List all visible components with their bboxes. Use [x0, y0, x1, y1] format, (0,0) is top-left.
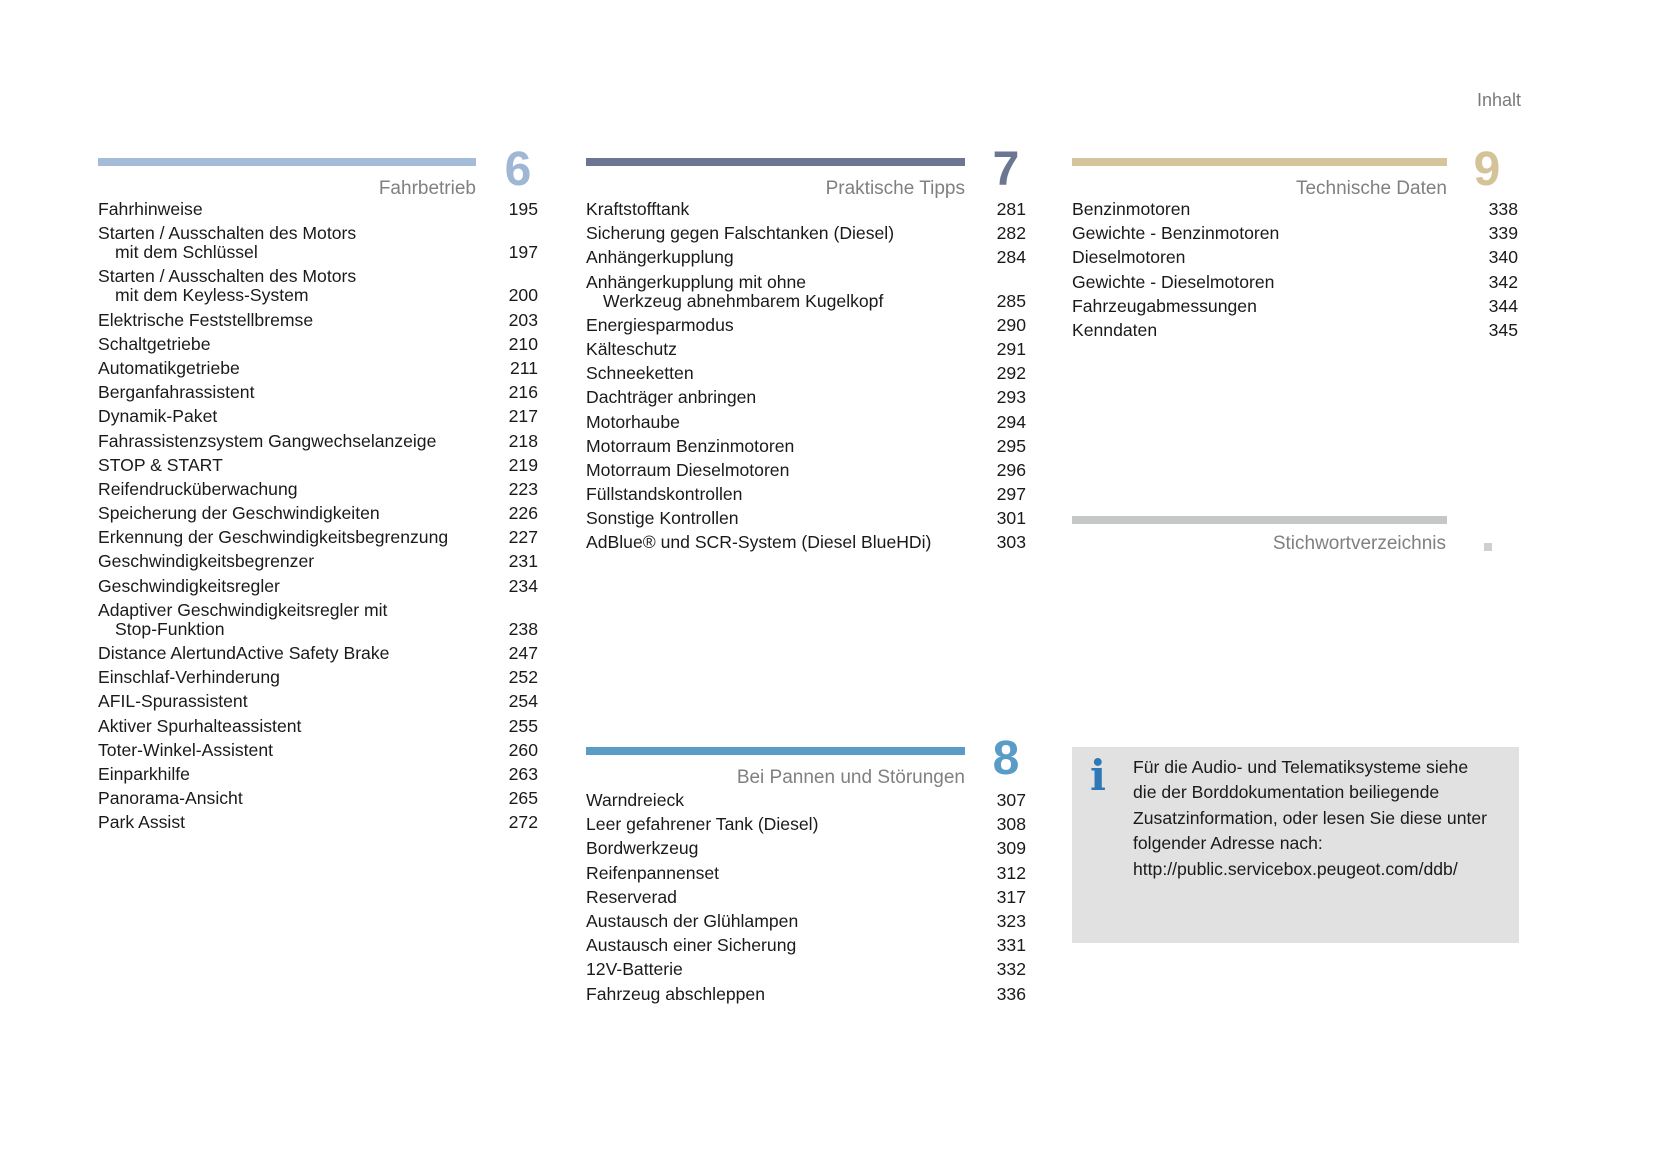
toc-entry-page: 309 — [996, 838, 1026, 859]
toc-entry-title — [98, 407, 494, 426]
toc-entry-title-line: Erkennung der Geschwindigkeitsbegrenzung — [98, 527, 449, 548]
toc-entry-title — [98, 601, 494, 639]
toc-entry[interactable] — [586, 533, 1026, 552]
toc-entry-page: 297 — [996, 484, 1026, 505]
toc-entry-page: 291 — [996, 338, 1026, 359]
toc-entry[interactable] — [1072, 321, 1518, 340]
index-marker — [1484, 543, 1492, 551]
toc-entry-page: 303 — [996, 532, 1026, 553]
toc-entry[interactable] — [1072, 297, 1518, 316]
toc-entry[interactable] — [586, 936, 1026, 955]
toc-entry-page: 345 — [1488, 319, 1518, 340]
toc-entry-title-line: Fahrzeugabmessungen — [1072, 295, 1257, 316]
toc-entry[interactable] — [1072, 200, 1518, 219]
toc-entry-title-line: Kenndaten — [1072, 319, 1158, 340]
toc-entry-title — [98, 644, 494, 663]
toc-entry-title-line: Motorraum Benzinmotoren — [586, 435, 795, 456]
toc-entry[interactable] — [98, 668, 538, 687]
entry-list — [98, 200, 538, 838]
toc-entry-title-line: Fahrzeug abschleppen — [586, 983, 765, 1004]
toc-entry-title-line: Automatikgetriebe — [98, 357, 240, 378]
toc-entry-page: 263 — [508, 763, 538, 784]
toc-entry-title-line: Reserverad — [586, 886, 677, 907]
toc-entry-title-line: Einparkhilfe — [98, 763, 190, 784]
toc-entry[interactable] — [586, 985, 1026, 1004]
toc-entry-page: 292 — [996, 363, 1026, 384]
toc-entry-title-line: Energiesparmodus — [586, 314, 734, 335]
toc-entry-title-line: Gewichte - Dieselmotoren — [1072, 271, 1275, 292]
toc-entry-page: 255 — [508, 715, 538, 736]
toc-entry[interactable] — [98, 456, 538, 475]
toc-entry-title-line: STOP & START — [98, 454, 223, 475]
toc-entry-title — [586, 533, 982, 552]
toc-entry-title — [586, 985, 982, 1004]
toc-entry-page: 254 — [508, 691, 538, 712]
toc-entry-title-line: Benzinmotoren — [1072, 199, 1191, 219]
toc-entry[interactable] — [1072, 248, 1518, 267]
toc-entry-title — [586, 485, 982, 504]
toc-entry[interactable] — [98, 741, 538, 760]
toc-entry-page: 338 — [1488, 199, 1518, 219]
toc-entry-page: 339 — [1488, 223, 1518, 244]
toc-entry[interactable] — [98, 407, 538, 426]
entry-list — [1072, 200, 1518, 345]
info-link[interactable]: http://public.servicebox.peugeot.com/ddb/ — [1133, 858, 1458, 879]
toc-entry[interactable] — [586, 316, 1026, 335]
toc-entry[interactable] — [1072, 273, 1518, 292]
toc-entry-title — [1072, 248, 1474, 267]
toc-entry-page: 308 — [996, 814, 1026, 835]
toc-entry-page: 317 — [996, 886, 1026, 907]
toc-entry-title-line2: Werkzeug abnehmbarem Kugelkopf — [603, 290, 884, 311]
toc-entry-title-line: Sicherung gegen Falschtanken (Diesel) — [586, 223, 895, 244]
info-line: die der Borddokumentation beiliegende — [1133, 782, 1440, 803]
section-title: Praktische Tipps — [825, 178, 965, 199]
toc-entry-page: 296 — [996, 459, 1026, 480]
toc-entry-title-line: AFIL-Spurassistent — [98, 691, 248, 712]
toc-entry-title-line: Füllstandskontrollen — [586, 484, 743, 505]
toc-entry-title-line: Berganfahrassistent — [98, 382, 255, 403]
toc-entry[interactable] — [98, 480, 538, 499]
toc-entry-title — [1072, 273, 1474, 292]
toc-entry-title — [586, 509, 982, 528]
toc-entry-page: 195 — [508, 199, 538, 219]
toc-entry-page: 336 — [996, 983, 1026, 1004]
toc-entry-page: 260 — [508, 739, 538, 760]
section-bar — [586, 747, 965, 755]
toc-entry-title — [98, 741, 494, 760]
toc-entry-title-line: Gewichte - Benzinmotoren — [1072, 223, 1280, 244]
toc-entry-title-line: Austausch einer Sicherung — [586, 935, 797, 956]
toc-entry-title-line: Sonstige Kontrollen — [586, 508, 739, 529]
toc-entry-title — [586, 888, 982, 907]
toc-entry[interactable] — [586, 485, 1026, 504]
toc-entry[interactable] — [586, 815, 1026, 834]
toc-entry-title — [586, 791, 982, 810]
toc-entry-page: 227 — [508, 527, 538, 548]
toc-entry-title — [586, 839, 982, 858]
section-bar — [586, 158, 965, 166]
toc-entry[interactable] — [98, 224, 538, 262]
toc-entry-title-line: Reifendrucküberwachung — [98, 478, 298, 499]
toc-entry-title — [98, 200, 494, 219]
toc-entry-title-line: Bordwerkzeug — [586, 838, 699, 859]
toc-entry-title-line: Dieselmotoren — [1072, 247, 1186, 268]
toc-entry-title — [98, 456, 494, 475]
toc-entry[interactable] — [586, 912, 1026, 931]
entry-list — [586, 791, 1026, 1009]
toc-entry[interactable] — [586, 888, 1026, 907]
toc-entry[interactable] — [98, 200, 538, 219]
toc-entry-title-line: Einschlaf-Verhinderung — [98, 667, 280, 688]
toc-entry-title-line: Reifenpannenset — [586, 862, 720, 883]
toc-entry-page: 219 — [508, 454, 538, 475]
section-number: 9 — [1473, 143, 1501, 196]
index-bar — [1072, 516, 1447, 524]
toc-entry-title — [1072, 297, 1474, 316]
toc-entry[interactable] — [98, 311, 538, 330]
toc-entry[interactable] — [586, 791, 1026, 810]
toc-entry-page: 238 — [508, 618, 538, 639]
toc-entry-title-line: Adaptiver Geschwindigkeitsregler mit — [98, 599, 388, 620]
toc-entry-title-line: Elektrische Feststellbremse — [98, 309, 314, 330]
toc-entry[interactable] — [586, 864, 1026, 883]
toc-entry-page: 218 — [508, 430, 538, 451]
section-number: 8 — [992, 732, 1020, 785]
toc-entry-title-line: Kälteschutz — [586, 338, 677, 359]
toc-entry[interactable] — [98, 528, 538, 547]
toc-entry-title-line: Anhängerkupplung mit ohne — [586, 271, 807, 292]
toc-entry-page: 331 — [996, 935, 1026, 956]
toc-entry-page: 211 — [509, 357, 538, 378]
toc-entry-page: 293 — [996, 387, 1026, 408]
toc-entry-title — [1072, 200, 1474, 219]
toc-entry-page: 323 — [996, 910, 1026, 931]
toc-entry-title — [98, 224, 494, 262]
toc-entry[interactable] — [586, 388, 1026, 407]
toc-entry-page: 247 — [508, 643, 538, 663]
toc-entry-page: 284 — [996, 247, 1026, 268]
toc-entry-title-line: Distance AlertundActive Safety Brake — [98, 643, 390, 663]
toc-entry[interactable] — [98, 813, 538, 832]
toc-entry-page: 342 — [1488, 271, 1518, 292]
toc-entry-page: 307 — [996, 790, 1026, 810]
toc-entry-title — [98, 692, 494, 711]
toc-entry-title — [98, 311, 494, 330]
toc-entry-title-line: Toter-Winkel-Assistent — [98, 739, 274, 760]
toc-entry[interactable] — [98, 717, 538, 736]
toc-entry-title-line: 12V-Batterie — [586, 959, 683, 980]
toc-entry-title — [586, 960, 982, 979]
toc-entry-title-line2: mit dem Keyless-System — [115, 285, 309, 306]
toc-entry-title — [98, 432, 494, 451]
section-number: 6 — [504, 143, 532, 196]
toc-entry[interactable] — [98, 601, 538, 639]
toc-entry-page: 216 — [508, 382, 538, 403]
section-bar — [1072, 158, 1447, 166]
entry-list — [586, 200, 1026, 558]
toc-entry-title-line: Panorama-Ansicht — [98, 788, 243, 809]
toc-entry[interactable] — [586, 224, 1026, 243]
toc-entry[interactable] — [586, 413, 1026, 432]
info-box — [1072, 747, 1519, 943]
toc-entry-title-line: Dynamik-Paket — [98, 406, 218, 427]
toc-entry-title — [586, 912, 982, 931]
toc-entry[interactable] — [98, 692, 538, 711]
toc-entry-title-line: Dachträger anbringen — [586, 387, 757, 408]
toc-entry-title-line: Aktiver Spurhalteassistent — [98, 715, 302, 736]
toc-entry-page: 197 — [508, 242, 538, 263]
section-bar — [98, 158, 476, 166]
toc-entry-page: 344 — [1488, 295, 1518, 316]
toc-entry-page: 285 — [996, 290, 1026, 311]
toc-entry-title-line: Starten / Ausschalten des Motors — [98, 223, 357, 244]
section-title: Technische Daten — [1295, 178, 1447, 199]
info-line: Für die Audio- und Telematiksysteme siehe — [1133, 757, 1469, 777]
toc-entry-title — [98, 359, 494, 378]
toc-entry[interactable] — [98, 577, 538, 596]
toc-entry-title-line: Motorhaube — [586, 411, 680, 432]
info-line: Zusatzinformation, oder lesen Sie diese unter — [1133, 807, 1488, 828]
toc-entry-page: 332 — [996, 959, 1026, 980]
toc-entry-page: 282 — [996, 223, 1026, 244]
toc-entry-page: 231 — [508, 551, 538, 572]
toc-entry-page: 234 — [508, 575, 538, 596]
toc-entry[interactable] — [586, 200, 1026, 219]
toc-entry-title — [98, 267, 494, 305]
toc-entry-title — [586, 388, 982, 407]
toc-entry-title — [586, 316, 982, 335]
toc-entry[interactable] — [98, 552, 538, 571]
toc-entry-title-line: Fahrassistenzsystem Gangwechselanzeige — [98, 430, 437, 451]
section-title: Fahrbetrieb — [378, 178, 476, 199]
toc-entry-title — [98, 504, 494, 523]
index-title: Stichwortverzeichnis — [1272, 533, 1446, 554]
toc-entry[interactable] — [98, 765, 538, 784]
toc-entry-title-line: AdBlue® und SCR-System (Diesel BlueHDi) — [586, 532, 932, 553]
toc-entry-title-line: Speicherung der Geschwindigkeiten — [98, 503, 380, 524]
toc-entry-title — [98, 789, 494, 808]
toc-entry-title — [586, 224, 982, 243]
page-header-title: Inhalt — [1476, 90, 1521, 110]
toc-entry-title-line: Park Assist — [98, 812, 186, 833]
toc-entry-page: 290 — [996, 314, 1026, 335]
toc-entry-title — [98, 383, 494, 402]
toc-entry[interactable] — [586, 273, 1026, 311]
toc-entry-title — [586, 200, 982, 219]
toc-entry[interactable] — [586, 960, 1026, 979]
toc-entry-page: 217 — [508, 406, 538, 427]
toc-entry-page: 301 — [996, 508, 1026, 529]
toc-entry-title — [586, 864, 982, 883]
toc-entry-title — [586, 936, 982, 955]
toc-entry[interactable] — [586, 839, 1026, 858]
toc-entry-page: 312 — [996, 862, 1026, 883]
toc-entry-title — [586, 364, 982, 383]
toc-entry-title — [586, 248, 982, 267]
toc-entry-title — [98, 717, 494, 736]
toc-entry-title — [98, 765, 494, 784]
info-icon: i — [1090, 751, 1106, 800]
toc-entry-page: 294 — [996, 411, 1026, 432]
toc-entry-title — [98, 528, 494, 547]
section-title: Bei Pannen und Störungen — [736, 767, 965, 788]
toc-entry-title — [98, 813, 494, 832]
toc-entry-title-line2: mit dem Schlüssel — [115, 242, 258, 263]
toc-entry[interactable] — [98, 504, 538, 523]
toc-entry-title-line: Austausch der Glühlampen — [586, 910, 799, 931]
toc-entry-title — [98, 480, 494, 499]
toc-entry-page: 203 — [508, 309, 538, 330]
toc-entry-page: 252 — [508, 667, 538, 688]
toc-entry-page: 223 — [508, 478, 538, 499]
info-text — [1133, 755, 1509, 882]
toc-entry-title — [1072, 321, 1474, 340]
toc-entry-title — [586, 461, 982, 480]
toc-entry-title-line: Anhängerkupplung — [586, 247, 734, 268]
info-line: folgender Adresse nach: — [1133, 833, 1323, 854]
toc-entry[interactable] — [98, 383, 538, 402]
toc-entry-title — [586, 815, 982, 834]
toc-entry-title-line: Geschwindigkeitsregler — [98, 575, 280, 596]
toc-entry-title — [586, 437, 982, 456]
toc-entry-page: 210 — [508, 333, 538, 354]
toc-entry-title — [98, 577, 494, 596]
toc-entry[interactable] — [1072, 224, 1518, 243]
toc-entry-title-line: Warndreieck — [586, 790, 685, 810]
toc-entry-page: 281 — [996, 199, 1026, 219]
toc-entry-page: 200 — [508, 285, 538, 306]
toc-entry[interactable] — [586, 509, 1026, 528]
toc-entry[interactable] — [586, 461, 1026, 480]
toc-entry-title — [98, 552, 494, 571]
toc-entry-title-line: Kraftstofftank — [586, 199, 690, 219]
toc-entry-title-line: Motorraum Dieselmotoren — [586, 459, 790, 480]
toc-entry[interactable] — [98, 267, 538, 305]
toc-entry[interactable] — [586, 340, 1026, 359]
toc-entry-title-line: Leer gefahrener Tank (Diesel) — [586, 814, 819, 835]
toc-entry-page: 272 — [508, 812, 538, 833]
toc-entry-page: 265 — [508, 788, 538, 809]
toc-entry-title — [586, 273, 982, 311]
toc-entry[interactable] — [98, 359, 538, 378]
toc-entry-title-line: Geschwindigkeitsbegrenzer — [98, 551, 315, 572]
toc-entry-page: 340 — [1488, 247, 1518, 268]
toc-entry[interactable] — [586, 248, 1026, 267]
toc-entry[interactable] — [98, 644, 538, 663]
toc-entry[interactable] — [98, 335, 538, 354]
toc-entry-title — [586, 340, 982, 359]
toc-entry-title — [586, 413, 982, 432]
toc-entry-title-line2: Stop-Funktion — [115, 618, 225, 639]
toc-entry-page: 295 — [996, 435, 1026, 456]
toc-entry[interactable] — [98, 789, 538, 808]
toc-entry-title-line: Starten / Ausschalten des Motors — [98, 266, 357, 287]
toc-entry[interactable] — [586, 437, 1026, 456]
toc-entry-title-line: Schneeketten — [586, 363, 694, 384]
toc-entry-title — [98, 668, 494, 687]
toc-entry[interactable] — [98, 432, 538, 451]
toc-entry-title — [1072, 224, 1474, 243]
toc-entry-title-line: Schaltgetriebe — [98, 333, 211, 354]
toc-entry[interactable] — [586, 364, 1026, 383]
toc-entry-title-line: Fahrhinweise — [98, 199, 203, 219]
section-number: 7 — [992, 143, 1020, 196]
toc-entry-title — [98, 335, 494, 354]
toc-entry-page: 226 — [508, 503, 538, 524]
